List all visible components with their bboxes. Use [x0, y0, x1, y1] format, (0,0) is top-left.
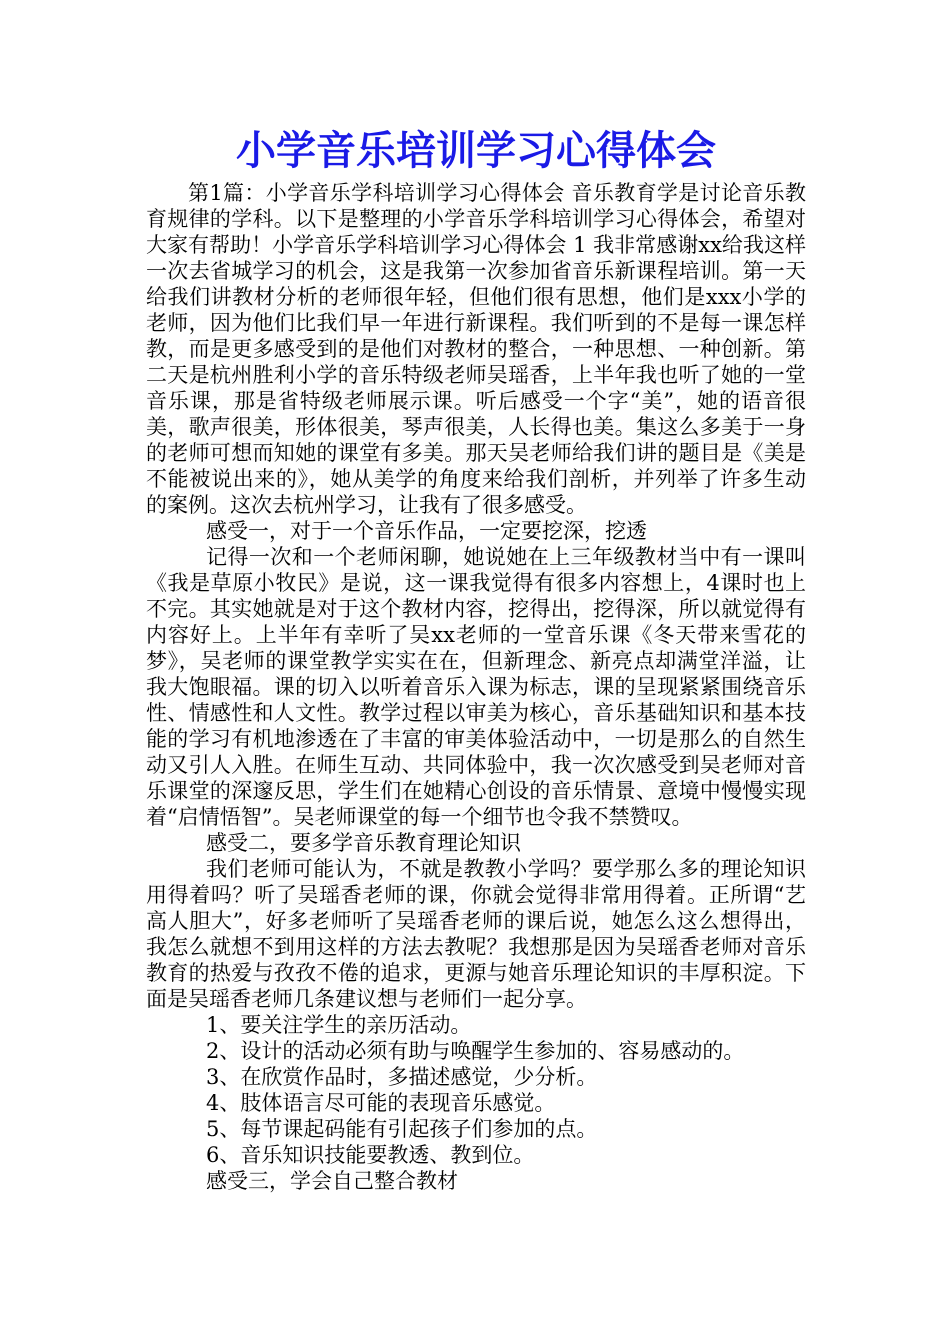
suggestion-item: 5、每节课起码能有引起孩子们参加的点。 [206, 1117, 598, 1141]
suggestion-item: 4、肢体语言尽可能的表现音乐感觉。 [206, 1091, 556, 1115]
section-paragraph-2: 我们老师可能认为，不就是教教小学吗？要学那么多的理论知识用得着吗？听了吴瑶香老师的课，你就会觉得非常用得着。正所谓“艺高人胆大”，好多老师听了吴瑶香老师的课后说，她怎么这么想得出，我怎么就想不到用这样的方法去教呢？我想那是因为吴瑶香老师对音乐教育的热爱与孜孜不倦的追求，更源与她音乐理论知识的丰厚积淀。下面是吴瑶香老师几条建议想与老师们一起分享。 [146, 857, 806, 1011]
section-heading-2: 感受二，要多学音乐教育理论知识 [206, 831, 521, 855]
intro-paragraph: 第1篇：小学音乐学科培训学习心得体会 音乐教育学是讨论音乐教育规律的学科。以下是整理的小学音乐学科培训学习心得体会，希望对大家有帮助！小学音乐学科培训学习心得体会 1 我非常感谢xx给我这样一次去省城学习的机会，这是我第一次参加省音乐新课程培训。第一天给我们讲教材分析的老师很年轻，但他们很有思想，他们是xxx小学的老师，因为他们比我们早一年进行新课程。我们听到的不是每一课怎样教，而是更多感受到的是他们对教材的整合，一种思想、一种创新。第二天是杭州胜利小学的音乐特级老师吴瑶香，上半年我也听了她的一堂音乐课，那是省特级老师展示课。听后感受一个字“美”，她的语音很美，歌声很美，形体很美，琴声很美，人长得也美。集这么多美于一身的老师可想而知她的课堂有多美。那天吴老师给我们讲的题目是《美是不能被说出来的》，她从美学的角度来给我们剖析，并列举了许多生动的案例。这次去杭州学习，让我有了很多感受。 [146, 181, 806, 517]
suggestion-item: 6、音乐知识技能要教透、教到位。 [206, 1143, 535, 1167]
suggestion-list [146, 1012, 806, 1168]
section-heading-1: 感受一，对于一个音乐作品，一定要挖深，挖透 [206, 519, 647, 543]
section-paragraph-1: 记得一次和一个老师闲聊，她说她在上三年级教材当中有一课叫《我是草原小牧民》是说，这一课我觉得有很多内容想上，4课时也上不完。其实她就是对于这个教材内容，挖得出，挖得深，所以就觉得有内容好上。上半年有幸听了吴xx老师的一堂音乐课《冬天带来雪花的梦》，吴老师的课堂教学实实在在，但新理念、新亮点却满堂洋溢，让我大饱眼福。课的切入以听着音乐入课为标志，课的呈现紧紧围绕音乐性、情感性和人文性。教学过程以审美为核心，音乐基础知识和基本技能的学习有机地渗透在了丰富的审美体验活动中，一切是那么的自然生动又引人入胜。在师生互动、共同体验中，我一次次感受到吴老师对音乐课堂的深邃反思，学生们在她精心创设的音乐情景、意境中慢慢实现着“启情悟智”。吴老师课堂的每一个细节也令我不禁赞叹。 [146, 545, 806, 829]
suggestion-item: 1、要关注学生的亲历活动。 [206, 1013, 472, 1037]
suggestion-item: 3、在欣赏作品时，多描述感觉，少分析。 [206, 1065, 598, 1089]
document-page [146, 124, 806, 1194]
document-title: 小学音乐培训学习心得体会 [236, 127, 716, 174]
section-heading-3: 感受三，学会自己整合教材 [206, 1169, 458, 1193]
suggestion-item: 2、设计的活动必须有助与唤醒学生参加的、容易感动的。 [206, 1039, 745, 1063]
